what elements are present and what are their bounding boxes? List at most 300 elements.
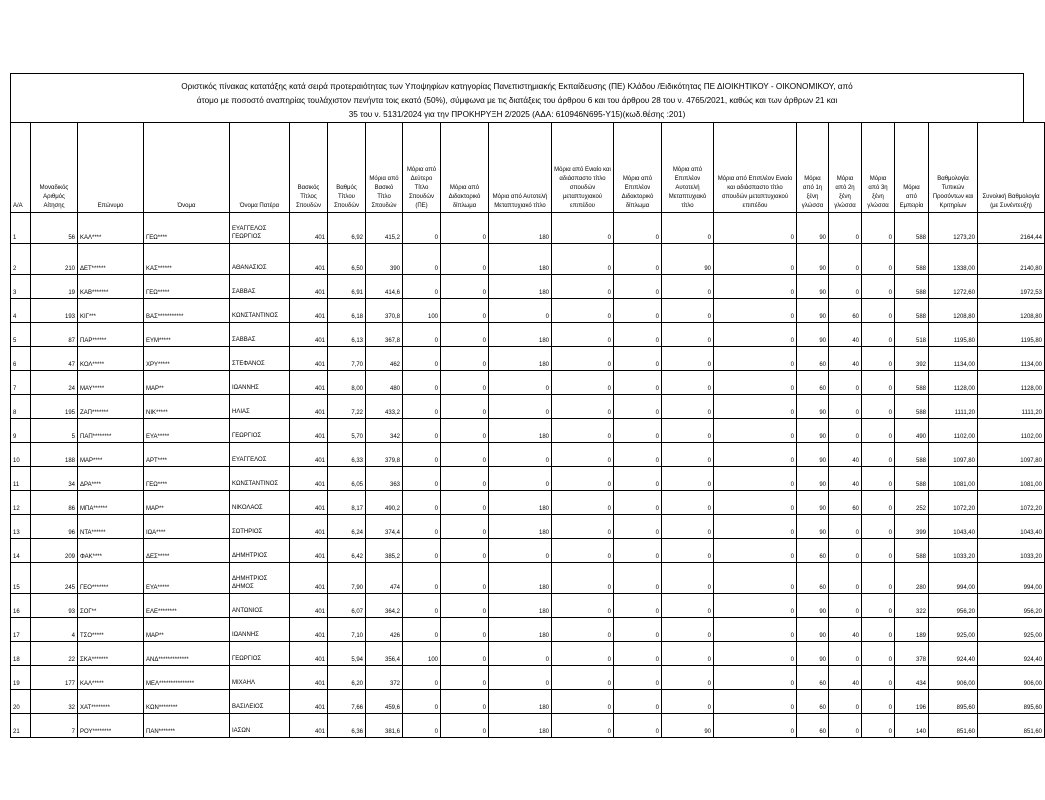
- table-cell: 381,6: [366, 714, 403, 738]
- table-cell: 0: [662, 419, 714, 443]
- table-cell: ΔΡΑ****: [78, 467, 144, 491]
- table-cell: 90: [797, 323, 829, 347]
- table-cell: 13: [11, 515, 31, 539]
- table-cell: 401: [290, 323, 328, 347]
- table-cell: ΑΝΔ*************: [144, 642, 230, 666]
- table-cell: 1208,80: [978, 299, 1045, 323]
- table-cell: 401: [290, 443, 328, 467]
- table-cell: 6,91: [328, 275, 366, 299]
- table-cell: 0: [441, 299, 489, 323]
- table-cell: 189: [895, 618, 929, 642]
- table-cell: 0: [829, 539, 862, 563]
- table-cell: 0: [662, 371, 714, 395]
- table-cell: 0: [662, 594, 714, 618]
- table-cell: 0: [714, 299, 797, 323]
- table-cell: 399: [895, 515, 929, 539]
- table-cell: [230, 395, 290, 419]
- table-cell: 0: [403, 594, 441, 618]
- table-cell: 180: [489, 515, 552, 539]
- table-cell: 1043,40: [929, 515, 978, 539]
- table-row: [11, 563, 1045, 594]
- column-header: Μόρια από 1η ξένη γλώσσα: [797, 123, 829, 213]
- table-cell: 11: [11, 467, 31, 491]
- table-cell: 0: [403, 666, 441, 690]
- table-cell: 0: [552, 618, 614, 642]
- father-name: ΓΕΩΡΓΙΟΣ: [232, 433, 262, 439]
- table-cell: 0: [662, 467, 714, 491]
- table-cell: 0: [714, 690, 797, 714]
- table-row: [11, 347, 1045, 371]
- table-cell: 0: [441, 244, 489, 275]
- table-cell: 96: [31, 515, 78, 539]
- table-cell: 401: [290, 618, 328, 642]
- table-cell: 0: [862, 714, 895, 738]
- father-name: ΙΑΣΩΝ: [232, 728, 251, 734]
- table-cell: ΜΑΥ*****: [78, 371, 144, 395]
- table-cell: 401: [290, 594, 328, 618]
- table-cell: 90: [797, 594, 829, 618]
- table-cell: 459,6: [366, 690, 403, 714]
- table-cell: 1111,20: [978, 395, 1045, 419]
- table-cell: 925,00: [929, 618, 978, 642]
- table-cell: 180: [489, 714, 552, 738]
- table-cell: 0: [441, 275, 489, 299]
- table-cell: 374,4: [366, 515, 403, 539]
- table-cell: 90: [797, 395, 829, 419]
- table-cell: 90: [797, 275, 829, 299]
- table-cell: 180: [489, 690, 552, 714]
- table-cell: 0: [714, 515, 797, 539]
- table-cell: 588: [895, 443, 929, 467]
- table-cell: ΖΑΠ*******: [78, 395, 144, 419]
- column-header: Μόρια από 2η ξένη γλώσσα: [829, 123, 862, 213]
- table-cell: 0: [714, 419, 797, 443]
- table-cell: 1102,00: [929, 419, 978, 443]
- table-cell: 1081,00: [929, 467, 978, 491]
- column-header: Μόρια από Εμπειρία: [895, 123, 929, 213]
- table-cell: 60: [797, 714, 829, 738]
- table-cell: 14: [11, 539, 31, 563]
- table-cell: 0: [714, 213, 797, 244]
- table-cell: ΡΟΥ********: [78, 714, 144, 738]
- table-cell: 0: [862, 299, 895, 323]
- table-cell: 180: [489, 213, 552, 244]
- table-cell: ΚΑΣ******: [144, 244, 230, 275]
- table-cell: 1072,20: [978, 491, 1045, 515]
- table-cell: 0: [403, 371, 441, 395]
- table-cell: 363: [366, 467, 403, 491]
- table-cell: ΜΕΛ***************: [144, 666, 230, 690]
- table-cell: [230, 467, 290, 491]
- table-cell: 60: [797, 371, 829, 395]
- table-cell: 994,00: [978, 563, 1045, 594]
- table-cell: 9: [11, 419, 31, 443]
- table-row: [11, 491, 1045, 515]
- table-cell: 588: [895, 299, 929, 323]
- table-cell: 414,6: [366, 275, 403, 299]
- table-cell: ΜΑΡ****: [78, 443, 144, 467]
- table-cell: ΜΑΡ**: [144, 371, 230, 395]
- table-cell: 0: [552, 594, 614, 618]
- table-cell: 40: [829, 666, 862, 690]
- table-cell: 6,05: [328, 467, 366, 491]
- table-cell: 32: [31, 690, 78, 714]
- table-cell: 1128,00: [929, 371, 978, 395]
- table-cell: 0: [829, 275, 862, 299]
- column-header: Βαθμός Τίτλου Σπουδών: [328, 123, 366, 213]
- table-cell: 0: [829, 690, 862, 714]
- table-cell: [230, 714, 290, 738]
- table-cell: ΚΟΛ*****: [78, 347, 144, 371]
- table-cell: 0: [552, 642, 614, 666]
- column-header: Μοναδικός Αριθμός Αίτησης: [31, 123, 78, 213]
- table-cell: 0: [614, 443, 662, 467]
- table-cell: ΑΡΤ****: [144, 443, 230, 467]
- father-name: ΙΩΑΝΝΗΣ: [232, 385, 259, 391]
- table-cell: 0: [403, 323, 441, 347]
- table-cell: 0: [662, 213, 714, 244]
- table-cell: 480: [366, 371, 403, 395]
- table-cell: 0: [662, 618, 714, 642]
- table-cell: 20: [11, 690, 31, 714]
- table-cell: 7: [11, 371, 31, 395]
- table-cell: 90: [797, 515, 829, 539]
- table-cell: 0: [862, 618, 895, 642]
- title-line-3: 35 του ν. 5131/2024 για την ΠΡΟΚΗΡΥΞΗ 2/2025 (ΑΔΑ: 610946Ν695-Υ15)(κωδ.θέσης :201): [348, 110, 686, 119]
- table-cell: ΠΑΠ********: [78, 419, 144, 443]
- table-cell: [230, 323, 290, 347]
- table-cell: 0: [714, 491, 797, 515]
- table-cell: 0: [714, 244, 797, 275]
- table-cell: 8,17: [328, 491, 366, 515]
- table-cell: 0: [862, 244, 895, 275]
- table-cell: 401: [290, 347, 328, 371]
- table-cell: 0: [714, 371, 797, 395]
- table-cell: 22: [31, 642, 78, 666]
- table-cell: 90: [797, 491, 829, 515]
- table-cell: 21: [11, 714, 31, 738]
- table-cell: 851,60: [978, 714, 1045, 738]
- table-cell: 0: [614, 690, 662, 714]
- table-cell: 209: [31, 539, 78, 563]
- table-cell: 0: [552, 323, 614, 347]
- table-cell: 0: [662, 690, 714, 714]
- table-cell: 0: [829, 244, 862, 275]
- table-cell: 956,20: [978, 594, 1045, 618]
- table-cell: 0: [441, 539, 489, 563]
- table-cell: 0: [614, 618, 662, 642]
- table-cell: 0: [614, 419, 662, 443]
- table-cell: 7,66: [328, 690, 366, 714]
- table-cell: 906,00: [978, 666, 1045, 690]
- table-cell: 0: [714, 594, 797, 618]
- table-cell: 6,20: [328, 666, 366, 690]
- table-cell: 370,8: [366, 299, 403, 323]
- table-cell: 0: [862, 347, 895, 371]
- table-cell: [230, 491, 290, 515]
- table-cell: ΦΑΚ****: [78, 539, 144, 563]
- table-cell: 0: [489, 642, 552, 666]
- table-cell: 0: [714, 666, 797, 690]
- table-cell: 401: [290, 419, 328, 443]
- table-cell: 15: [11, 563, 31, 594]
- table-cell: ΜΑΡ**: [144, 618, 230, 642]
- table-cell: 0: [552, 491, 614, 515]
- table-cell: 60: [797, 347, 829, 371]
- table-cell: 90: [662, 244, 714, 275]
- table-cell: 0: [441, 666, 489, 690]
- table-cell: 2: [11, 244, 31, 275]
- table-cell: 0: [441, 371, 489, 395]
- table-cell: 588: [895, 371, 929, 395]
- table-cell: 401: [290, 467, 328, 491]
- table-cell: 87: [31, 323, 78, 347]
- table-cell: 401: [290, 690, 328, 714]
- table-cell: 140: [895, 714, 929, 738]
- table-cell: 0: [403, 491, 441, 515]
- table-cell: 245: [31, 563, 78, 594]
- table-cell: 0: [403, 244, 441, 275]
- table-cell: 0: [662, 275, 714, 299]
- table-cell: 6,33: [328, 443, 366, 467]
- father-name: ΔΗΜΗΤΡΙΟΣ ΔΗΜΟΣ: [232, 576, 268, 590]
- table-cell: 588: [895, 467, 929, 491]
- table-cell: ΣΚΑ*******: [78, 642, 144, 666]
- table-cell: 433,2: [366, 395, 403, 419]
- table-cell: 0: [714, 618, 797, 642]
- table-cell: 0: [862, 443, 895, 467]
- column-header: Όνομα Πατέρα: [230, 123, 290, 213]
- table-cell: 0: [403, 395, 441, 419]
- table-cell: ΧΡΥ*****: [144, 347, 230, 371]
- column-header: Βασικός Τίτλος Σπουδών: [290, 123, 328, 213]
- table-cell: ΕΥΑ*****: [144, 563, 230, 594]
- table-cell: 40: [829, 347, 862, 371]
- table-cell: 0: [489, 443, 552, 467]
- table-cell: 1102,00: [978, 419, 1045, 443]
- table-cell: 0: [662, 395, 714, 419]
- table-row: [11, 419, 1045, 443]
- table-cell: 390: [366, 244, 403, 275]
- table-cell: 193: [31, 299, 78, 323]
- table-cell: 0: [403, 563, 441, 594]
- table-cell: 7,22: [328, 395, 366, 419]
- table-row: [11, 371, 1045, 395]
- table-cell: 195: [31, 395, 78, 419]
- table-cell: 7,10: [328, 618, 366, 642]
- table-cell: 401: [290, 642, 328, 666]
- table-cell: [230, 515, 290, 539]
- table-cell: 1081,00: [978, 467, 1045, 491]
- table-cell: 0: [441, 323, 489, 347]
- table-cell: [230, 618, 290, 642]
- column-header: Συνολική Βαθμολογία (με Συνέντευξη): [978, 123, 1045, 213]
- table-cell: 180: [489, 594, 552, 618]
- table-cell: 372: [366, 666, 403, 690]
- table-cell: 6,13: [328, 323, 366, 347]
- table-cell: 0: [552, 275, 614, 299]
- header-row: [11, 123, 1045, 213]
- table-cell: 0: [403, 419, 441, 443]
- table-cell: [230, 347, 290, 371]
- table-cell: 0: [662, 666, 714, 690]
- table-cell: 280: [895, 563, 929, 594]
- table-cell: 19: [31, 275, 78, 299]
- ranking-table: [10, 122, 1045, 738]
- table-cell: 90: [797, 419, 829, 443]
- column-header: Μόρια από Διδακτορικό δίπλωμα: [441, 123, 489, 213]
- table-row: [11, 213, 1045, 244]
- table-cell: 17: [11, 618, 31, 642]
- table-cell: ΤΣΟ*****: [78, 618, 144, 642]
- table-cell: 401: [290, 371, 328, 395]
- table-cell: 0: [862, 467, 895, 491]
- table-cell: 1097,80: [929, 443, 978, 467]
- table-cell: 0: [552, 371, 614, 395]
- table-cell: 0: [862, 642, 895, 666]
- table-cell: 474: [366, 563, 403, 594]
- table-cell: 100: [403, 642, 441, 666]
- father-name: ΙΩΑΝΝΗΣ: [232, 632, 259, 638]
- table-cell: 0: [829, 642, 862, 666]
- table-cell: 47: [31, 347, 78, 371]
- column-header: Όνομα: [144, 123, 230, 213]
- table-cell: 0: [714, 467, 797, 491]
- table-row: [11, 299, 1045, 323]
- table-cell: 0: [441, 395, 489, 419]
- table-cell: 0: [552, 467, 614, 491]
- table-cell: 4: [11, 299, 31, 323]
- table-cell: 0: [552, 244, 614, 275]
- table-cell: 0: [614, 515, 662, 539]
- table-cell: 0: [829, 213, 862, 244]
- table-cell: 0: [441, 347, 489, 371]
- father-name: ΜΙΧΑΗΛ: [232, 680, 256, 686]
- table-cell: 90: [797, 443, 829, 467]
- table-cell: 588: [895, 213, 929, 244]
- table-cell: 0: [614, 594, 662, 618]
- table-cell: 90: [797, 642, 829, 666]
- table-cell: ΕΥΑ*****: [144, 419, 230, 443]
- table-cell: [230, 275, 290, 299]
- table-cell: ΓΕΩ****: [144, 467, 230, 491]
- table-cell: 6,24: [328, 515, 366, 539]
- table-cell: 0: [552, 443, 614, 467]
- table-cell: 385,2: [366, 539, 403, 563]
- table-cell: 0: [403, 443, 441, 467]
- table-cell: 0: [552, 563, 614, 594]
- table-cell: 12: [11, 491, 31, 515]
- table-cell: 90: [662, 714, 714, 738]
- table-cell: 588: [895, 275, 929, 299]
- table-cell: 180: [489, 244, 552, 275]
- table-cell: 0: [829, 714, 862, 738]
- table-row: [11, 642, 1045, 666]
- table-cell: 0: [552, 666, 614, 690]
- table-cell: 415,2: [366, 213, 403, 244]
- table-cell: ΒΑΣ***********: [144, 299, 230, 323]
- table-cell: 1097,80: [978, 443, 1045, 467]
- table-cell: 0: [714, 347, 797, 371]
- table-cell: 924,40: [929, 642, 978, 666]
- table-body: [11, 213, 1045, 738]
- table-cell: 0: [829, 419, 862, 443]
- table-cell: 0: [552, 419, 614, 443]
- table-cell: 401: [290, 666, 328, 690]
- table-cell: 322: [895, 594, 929, 618]
- table-cell: 462: [366, 347, 403, 371]
- table-cell: 925,00: [978, 618, 1045, 642]
- table-cell: 0: [441, 642, 489, 666]
- table-cell: 0: [829, 594, 862, 618]
- table-cell: 0: [552, 395, 614, 419]
- table-cell: ΚΩΝ********: [144, 690, 230, 714]
- table-cell: 0: [614, 323, 662, 347]
- table-cell: 434: [895, 666, 929, 690]
- table-cell: 588: [895, 244, 929, 275]
- table-cell: 401: [290, 714, 328, 738]
- table-cell: 7,70: [328, 347, 366, 371]
- table-cell: 0: [614, 491, 662, 515]
- table-cell: 5: [11, 323, 31, 347]
- table-cell: 0: [862, 275, 895, 299]
- table-row: [11, 467, 1045, 491]
- table-cell: 10: [11, 443, 31, 467]
- father-name: ΒΑΣΙΛΕΙΟΣ: [232, 704, 264, 710]
- father-name: ΓΕΩΡΓΙΟΣ: [232, 656, 262, 662]
- table-cell: 401: [290, 299, 328, 323]
- table-row: [11, 515, 1045, 539]
- table-row: [11, 275, 1045, 299]
- table-cell: 90: [797, 618, 829, 642]
- table-cell: 0: [662, 539, 714, 563]
- table-cell: 40: [829, 467, 862, 491]
- table-cell: 0: [614, 642, 662, 666]
- table-cell: 40: [829, 323, 862, 347]
- table-cell: 0: [614, 213, 662, 244]
- father-name: ΣΩΤΗΡΙΟΣ: [232, 529, 263, 535]
- table-cell: 60: [797, 539, 829, 563]
- table-row: [11, 323, 1045, 347]
- table-row: [11, 618, 1045, 642]
- table-cell: 0: [489, 539, 552, 563]
- table-cell: ΣΟΓ**: [78, 594, 144, 618]
- table-cell: 8,00: [328, 371, 366, 395]
- table-cell: 0: [552, 714, 614, 738]
- table-cell: 367,8: [366, 323, 403, 347]
- table-title: [10, 73, 1024, 122]
- table-cell: [230, 371, 290, 395]
- table-row: [11, 395, 1045, 419]
- table-cell: 0: [862, 419, 895, 443]
- table-row: [11, 594, 1045, 618]
- column-header: Μόρια από Βασικό Τίτλο Σπουδών: [366, 123, 403, 213]
- table-cell: 86: [31, 491, 78, 515]
- table-cell: 60: [829, 491, 862, 515]
- table-cell: 0: [714, 563, 797, 594]
- table-cell: 180: [489, 618, 552, 642]
- table-row: [11, 244, 1045, 275]
- table-cell: 34: [31, 467, 78, 491]
- father-name: ΝΙΚΟΛΑΟΣ: [232, 505, 263, 511]
- table-cell: 0: [662, 642, 714, 666]
- table-cell: 6,18: [328, 299, 366, 323]
- table-cell: 426: [366, 618, 403, 642]
- table-cell: 0: [662, 515, 714, 539]
- father-name: ΕΥΑΓΓΕΛΟΣ: [232, 457, 267, 463]
- table-cell: ΚΑΒ*******: [78, 275, 144, 299]
- table-cell: 588: [895, 539, 929, 563]
